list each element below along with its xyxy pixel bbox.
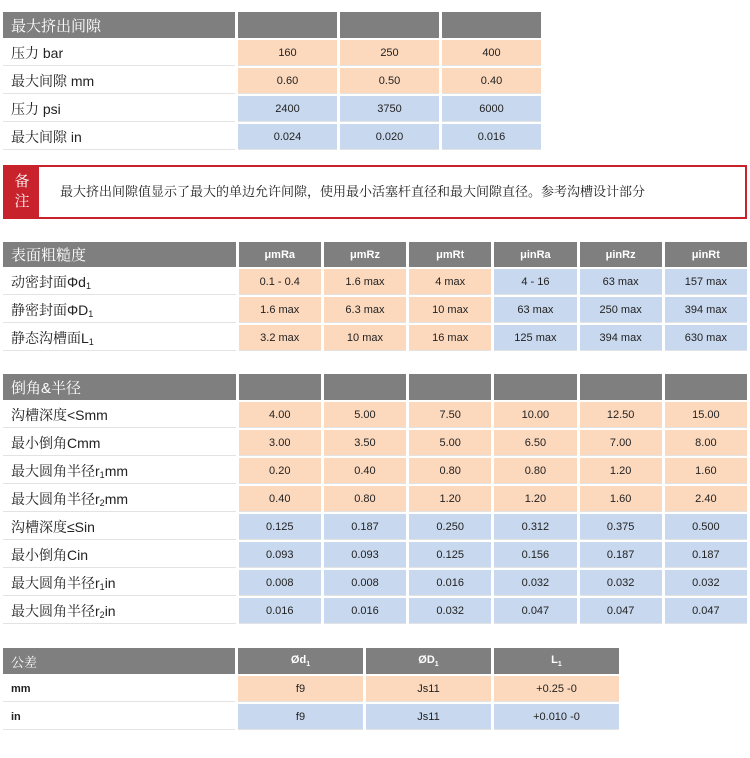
value-cell: 630 max [665,325,747,351]
row-label: mm [3,676,235,702]
value-cell: 400 [442,40,541,66]
row-label-subscript: 2 [99,609,105,620]
column-header-subscript: 1 [306,661,311,668]
table-row [3,269,747,295]
tolerance-title: 公差 [3,648,235,674]
table-row [3,96,541,122]
value-cell: 0.032 [580,570,662,596]
row-label-text: 静态沟槽面L [11,329,89,346]
value-cell: 6.3 max [324,297,406,323]
value-cell: 4 - 16 [494,269,576,295]
value-cell: 250 max [580,297,662,323]
column-header: μinRz [580,242,662,267]
row-label [3,269,236,295]
row-label: 压力 bar [3,40,235,66]
value-cell: 0.250 [409,514,491,540]
row-label-text: 动密封面Φd [11,273,86,290]
value-cell: 394 max [580,325,662,351]
value-cell: 0.1 - 0.4 [239,269,321,295]
table-row [3,570,747,596]
row-label: in [3,704,235,730]
column-header-text: L [551,654,558,666]
value-cell: 6.50 [494,430,576,456]
value-cell: 1.6 max [324,269,406,295]
row-label-text: 静密封面ΦD [11,301,89,318]
value-cell: 0.016 [324,598,406,624]
value-cell: 7.50 [409,402,491,428]
column-header: μmRt [409,242,491,267]
table-row [3,402,747,428]
value-cell: 0.20 [239,458,321,484]
value-cell: 394 max [665,297,747,323]
value-cell: 0.60 [238,68,337,94]
table-row [3,704,619,730]
note-tag [5,167,39,217]
column-header: μinRa [494,242,576,267]
value-cell: 0.40 [324,458,406,484]
value-cell: 63 max [580,269,662,295]
row-label-unit: in [104,602,116,619]
value-cell: 157 max [665,269,747,295]
row-label-unit: mm [104,462,129,479]
value-cell: 3.2 max [239,325,321,351]
value-cell: 10.00 [494,402,576,428]
value-cell: 0.375 [580,514,662,540]
value-cell: 0.008 [324,570,406,596]
row-label-subscript: 1 [88,336,94,347]
row-label-text: 最小倒角Cmm [11,434,101,451]
row-label [3,297,236,323]
row-label-subscript: 1 [99,581,105,592]
note-box [3,165,747,219]
value-cell: f9 [238,676,363,702]
row-label [3,325,236,351]
value-cell: 1.20 [580,458,662,484]
value-cell: 0.40 [239,486,321,512]
value-cell: 6000 [442,96,541,122]
row-label [3,458,236,484]
value-cell: 4.00 [239,402,321,428]
value-cell: Js11 [366,676,491,702]
value-cell: 0.047 [494,598,576,624]
table-row [3,40,541,66]
header-blank-cell [494,374,576,400]
row-label [3,570,236,596]
value-cell: 2.40 [665,486,747,512]
header-blank-cell [409,374,491,400]
value-cell: 1.20 [409,486,491,512]
header-blank-cell [324,374,406,400]
value-cell: 0.80 [409,458,491,484]
value-cell: 0.016 [442,124,541,150]
column-header [366,648,491,674]
value-cell: 0.032 [494,570,576,596]
value-cell: 0.500 [665,514,747,540]
row-label [3,430,236,456]
value-cell: 0.020 [340,124,439,150]
row-label-text: 最大圆角半径r [11,602,100,619]
value-cell: 0.008 [239,570,321,596]
value-cell: 3750 [340,96,439,122]
table-row [3,430,747,456]
row-label [3,514,236,540]
value-cell: 0.093 [324,542,406,568]
table-row [3,598,747,624]
header-blank-cell [238,12,337,38]
header-blank-cell [580,374,662,400]
value-cell: f9 [238,704,363,730]
tolerance-table [0,646,622,732]
chamfer-radius-table [0,372,750,626]
row-label-text: 沟槽深度<Smm [11,406,108,423]
row-label: 最大间隙 mm [3,68,235,94]
value-cell: 2400 [238,96,337,122]
value-cell: +0.25 -0 [494,676,619,702]
note-tag-line2: 注 [14,193,30,210]
value-cell: 1.20 [494,486,576,512]
table-row [3,325,747,351]
row-label-text: 最大圆角半径r [11,462,100,479]
column-header [494,648,619,674]
value-cell: 0.016 [409,570,491,596]
column-header: μinRt [665,242,747,267]
column-header-subscript: 1 [557,661,562,668]
table-row [3,68,541,94]
row-label: 压力 psi [3,96,235,122]
value-cell: 0.187 [324,514,406,540]
row-label [3,486,236,512]
note-tag-line1: 备 [14,173,30,190]
table-row [3,676,619,702]
value-cell: 0.40 [442,68,541,94]
value-cell: 7.00 [580,430,662,456]
value-cell: 0.187 [580,542,662,568]
value-cell: 8.00 [665,430,747,456]
row-label-unit: in [104,574,116,591]
value-cell: 0.093 [239,542,321,568]
value-cell: 63 max [494,297,576,323]
table-row [3,458,747,484]
value-cell: 125 max [494,325,576,351]
value-cell: 5.00 [409,430,491,456]
value-cell: 12.50 [580,402,662,428]
column-header-text: Ød [290,654,307,666]
row-label: 最大间隙 in [3,124,235,150]
extrusion-gap-table [0,10,544,152]
row-label-text: 最大圆角半径r [11,490,100,507]
value-cell: 0.125 [239,514,321,540]
row-label [3,598,236,624]
table-row [3,486,747,512]
value-cell: +0.010 -0 [494,704,619,730]
value-cell: 4 max [409,269,491,295]
value-cell: 160 [238,40,337,66]
row-label-subscript: 2 [99,497,105,508]
chamfer-radius-title: 倒角&半径 [3,374,236,400]
row-label [3,542,236,568]
extrusion-gap-title: 最大挤出间隙 [3,12,235,38]
value-cell: 1.6 max [239,297,321,323]
value-cell: 0.032 [409,598,491,624]
value-cell: 0.312 [494,514,576,540]
row-label-text: 最大圆角半径r [11,574,100,591]
value-cell: 0.80 [494,458,576,484]
column-header: μmRz [324,242,406,267]
value-cell: Js11 [366,704,491,730]
column-header [238,648,363,674]
column-header-subscript: 1 [434,661,439,668]
table-row [3,124,541,150]
row-label-text: 最小倒角Cin [11,546,89,563]
value-cell: 0.80 [324,486,406,512]
value-cell: 250 [340,40,439,66]
value-cell: 0.024 [238,124,337,150]
value-cell: 15.00 [665,402,747,428]
table-row [3,297,747,323]
value-cell: 3.50 [324,430,406,456]
header-blank-cell [239,374,321,400]
value-cell: 0.016 [239,598,321,624]
header-blank-cell [665,374,747,400]
row-label-text: 沟槽深度≤Sin [11,518,95,535]
value-cell: 0.187 [665,542,747,568]
value-cell: 1.60 [665,458,747,484]
value-cell: 0.156 [494,542,576,568]
value-cell: 5.00 [324,402,406,428]
value-cell: 10 max [409,297,491,323]
value-cell: 0.047 [665,598,747,624]
note-text: 最大挤出间隙值显示了最大的单边允许间隙，使用最小活塞杆直径和最大间隙直径。参考沟槽设计部分 [60,184,646,199]
value-cell: 0.50 [340,68,439,94]
value-cell: 16 max [409,325,491,351]
row-label-subscript: 1 [85,280,91,291]
value-cell: 0.125 [409,542,491,568]
table-row [3,514,747,540]
row-label [3,402,236,428]
table-row [3,542,747,568]
column-header-text: ØD [418,654,435,666]
header-blank-cell [340,12,439,38]
column-header: μmRa [239,242,321,267]
value-cell: 0.047 [580,598,662,624]
value-cell: 1.60 [580,486,662,512]
surface-roughness-title: 表面粗糙度 [3,242,236,267]
value-cell: 3.00 [239,430,321,456]
row-label-unit: mm [104,490,129,507]
value-cell: 0.032 [665,570,747,596]
row-label-subscript: 1 [88,308,94,319]
row-label-subscript: 1 [99,469,105,480]
header-blank-cell [442,12,541,38]
value-cell: 10 max [324,325,406,351]
surface-roughness-table [0,240,750,353]
